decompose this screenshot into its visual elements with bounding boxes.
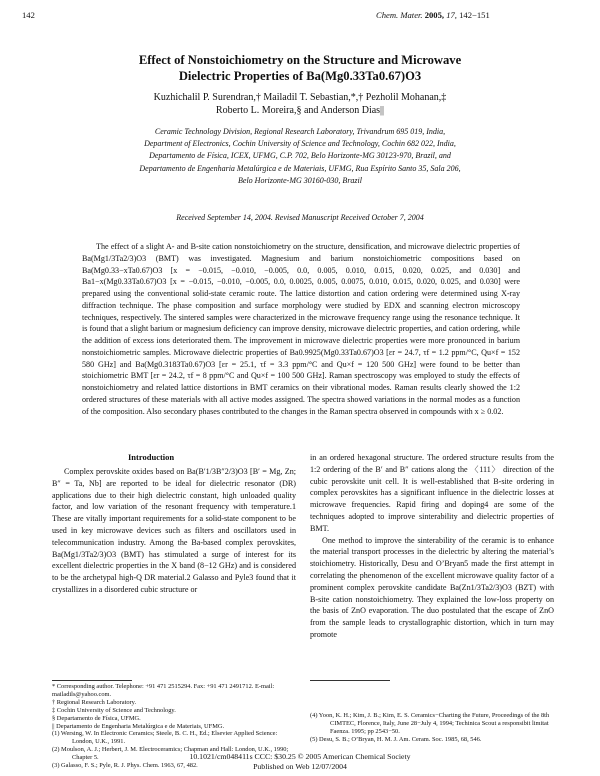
- body-paragraph: Complex perovskite oxides based on Ba(B′1/3B″2/3)O3 [B′ = Mg, Zn; B″ = Ta, Nb] are reported to be ideal for dielectric resonator (DR) applications due to their high dielectric constant, high unloaded quality factor, and low variation of the resonant frequency with temperature.1 These are vitally important requirements for a solid-state component to be used in key microwave devices such as filters and oscillators used in telecommunication industry. Among the Ba-based complex perovskites, Ba(Mg1/3Ta2/3)O3 (BMT) has stimulated a surge of interest for its excellent dielectric properties in the X band (8−12 GHz) and is considered to be the archetypal high-Q DR material.2 Galasso and Pyle3 found that it crystallizes in a disordered cubic structure or: [52, 467, 296, 594]
- affiliation-line: Ceramic Technology Division, Regional Research Laboratory, Trivandrum 695 019, India,: [154, 127, 446, 136]
- affiliation-line: Belo Horizonte-MG 30160-030, Brazil: [238, 175, 362, 185]
- body-paragraph: One method to improve the sinterability of the ceramic is to enhance the material transport processes in the dielectric by altering the material’s stoichiometry. Historically, Desu and O’Bryan5 made the first attempt in correlating the phenomenon of the excellent microwave quality factor of a prominent complex perovskite candidate Ba(Zn1/3Ta2/3)O3 (BZT) with B-site cation nonstoichiometry. They explained the low-loss property on the basis of ZnO evaporation. The duo postulated that the escape of ZnO from the sample leads to crystallographic distortion, which in turn may promote: [310, 535, 554, 639]
- section-heading-introduction: Introduction: [128, 452, 175, 462]
- journal-reference: [376, 10, 490, 20]
- authors-line-1: Kuzhichalil P. Surendran,† Mailadil T. Sebastian,*,† Pezholil Mohanan,‡: [153, 92, 447, 103]
- right-column-text: [310, 452, 554, 641]
- journal-volume: 17,: [446, 10, 457, 20]
- footnote: || Departamento de Engenharia Metalúrgica e de Materiais, UFMG.: [52, 722, 225, 730]
- journal-year: 2005,: [424, 10, 445, 20]
- journal-pages: 142−151: [459, 10, 490, 20]
- footnote-rule-right: [310, 680, 390, 681]
- left-column-text: [52, 466, 296, 596]
- doi-copyright-line: 10.1021/cm048411s CCC: $30.25 © 2005 American Chemical Society: [189, 752, 411, 761]
- reference: (4) Yoon, K. H.; Kim, J. B.; Kim, E. S. Ceramics−Charting the Future, Proceedings of the 8th CIMTEC, Florence, Italy, June 28−July 4, 1994; Techinica Scout a responsibit limitat Faenza. 1995; pp 2543−50.: [310, 712, 550, 735]
- paper-title: [40, 52, 560, 84]
- journal-name: Chem. Mater.: [376, 10, 423, 20]
- affiliations: [40, 126, 560, 187]
- footnotes-right: [310, 712, 554, 744]
- affiliation-line: Department of Electronics, Cochin University of Science and Technology, Cochin 682 022, India,: [144, 139, 456, 149]
- reference: (3) Galasso, F. S.; Pyle, R. J. Phys. Chem. 1963, 67, 482.: [52, 762, 198, 770]
- affiliation-line: Departamento de Engenharia Metalúrgica e de Materiais, UFMG, Rua Espírito Santo 35, Sala 206,: [139, 163, 461, 173]
- published-on-web: Published on Web 12/07/2004: [253, 762, 347, 771]
- reference: (5) Desu, S. B.; O’Bryan, H. M. J. Am. Ceram. Soc. 1985, 68, 546.: [310, 735, 482, 743]
- authors-line-2: Roberto L. Moreira,§ and Anderson Dias||: [215, 105, 385, 116]
- title-line-2: Dielectric Properties of Ba(Mg0.33Ta0.67)O3: [178, 69, 422, 83]
- footnote-rule-left: [52, 680, 132, 681]
- footnote: † Regional Research Laboratory.: [52, 698, 137, 706]
- author-list: [40, 91, 560, 117]
- reference: (1) Wersing, W. In Electronic Ceramics; Steele, B. C. H., Ed.; Elsevier Applied Science: London, U.K., 1991.: [52, 730, 278, 746]
- footnote: § Departamento de Física, UFMG.: [52, 714, 141, 722]
- footnote: * Corresponding author. Telephone: +91 471 2515294. Fax: +91 471 2491712. E-mail: mailadils@yahoo.com.: [52, 683, 275, 698]
- page-number: 142: [22, 10, 35, 20]
- affiliation-line: Departamento de Física, ICEX, UFMG, C.P. 702, Belo Horizonte-MG 30123-970, Brazil, and: [149, 151, 451, 161]
- body-paragraph: in an ordered hexagonal structure. The ordered structure results from the 1:2 ordering of the B′ and B″ cations along the 〈111〉 direction of the cubic perovskite unit cell. It is well-established that B-site ordering in complex perovskites has a significant influence in the dielectric losses at microwave frequencies. Rapid firing and doping4 are some of the techniques adopted to improve sinterability and dielectric properties of BMT.: [310, 453, 554, 533]
- title-line-1: Effect of Nonstoichiometry on the Structure and Microwave: [138, 53, 462, 67]
- footnote: ‡ Cochin University of Science and Technology.: [52, 706, 176, 714]
- reference: (2) Moulson, A. J.; Herbert, J. M. Electroceramics; Chapman and Hall: London, U.K., 1990; Chapter 5.: [52, 746, 289, 762]
- abstract: The effect of a slight A- and B-site cation nonstoichiometry on the structure, densification, and microwave dielectric properties of Ba(Mg1/3Ta2/3)O3 (BMT) was investigated. Magnesium and barium nonstoichiometric compositions based on Ba(Mg0.33−xTa0.67)O3 [x = −0.015, −0.010, −0.005, 0.0, 0.005, 0.010, 0.015, 0.020, 0.025, and 0.030] and Ba1−x(Mg0.33Ta0.67)O3 [x = −0.015, −0.010, −0.005, 0.0, 0.0025, 0.005, 0.0075, 0.010, 0.015, 0.020, 0.025, and 0.030] were prepared using the conventional solid-state ceramic route. The lattice distortion and cation ordering were determined using X-ray diffraction technique. The phase composition and surface morphology were studied by EDX and scanning electron microscopy techniques, respectively. The sintered samples were characterized in the microwave frequency range using the resonance technique. It is found that a slight barium or magnesium deficiency can improve density, microwave dielectric properties, and cation ordering, while the addition of excess ions deteriorated them. The improvement in microwave dielectric properties were more pronounced in barium nonstoichiometric samples. Microwave dielectric properties of Ba0.9925(Mg0.33Ta0.67)O3 [εr = 24.7, τf = 1.2 ppm/°C, Qu×f = 152 580 GHz] and Ba(Mg0.3183Ta0.67)O3 [εr = 25.1, τf = 3.3 ppm/°C and Qu×f = 120 500 GHz] were found to be better than stoichiometric BMT [εr = 24.2, τf = 8 ppm/°C and Qu×f = 100 500 GHz]. Raman spectroscopy was employed to study the effects of nonstoichiometry and related lattice distortions in BMT ceramics on their vibrational modes. Raman results clearly showed the 1:2 ordered structures of these materials with all active modes assigned. The spectra showed variations in the normal modes as a function of the composition. Also secondary phases contributed to the changes in the Raman spectra observed in compounds with x ≥ 0.02.: [82, 242, 520, 416]
- received-dates: Received September 14, 2004. Revised Manuscript Received October 7, 2004: [176, 213, 424, 222]
